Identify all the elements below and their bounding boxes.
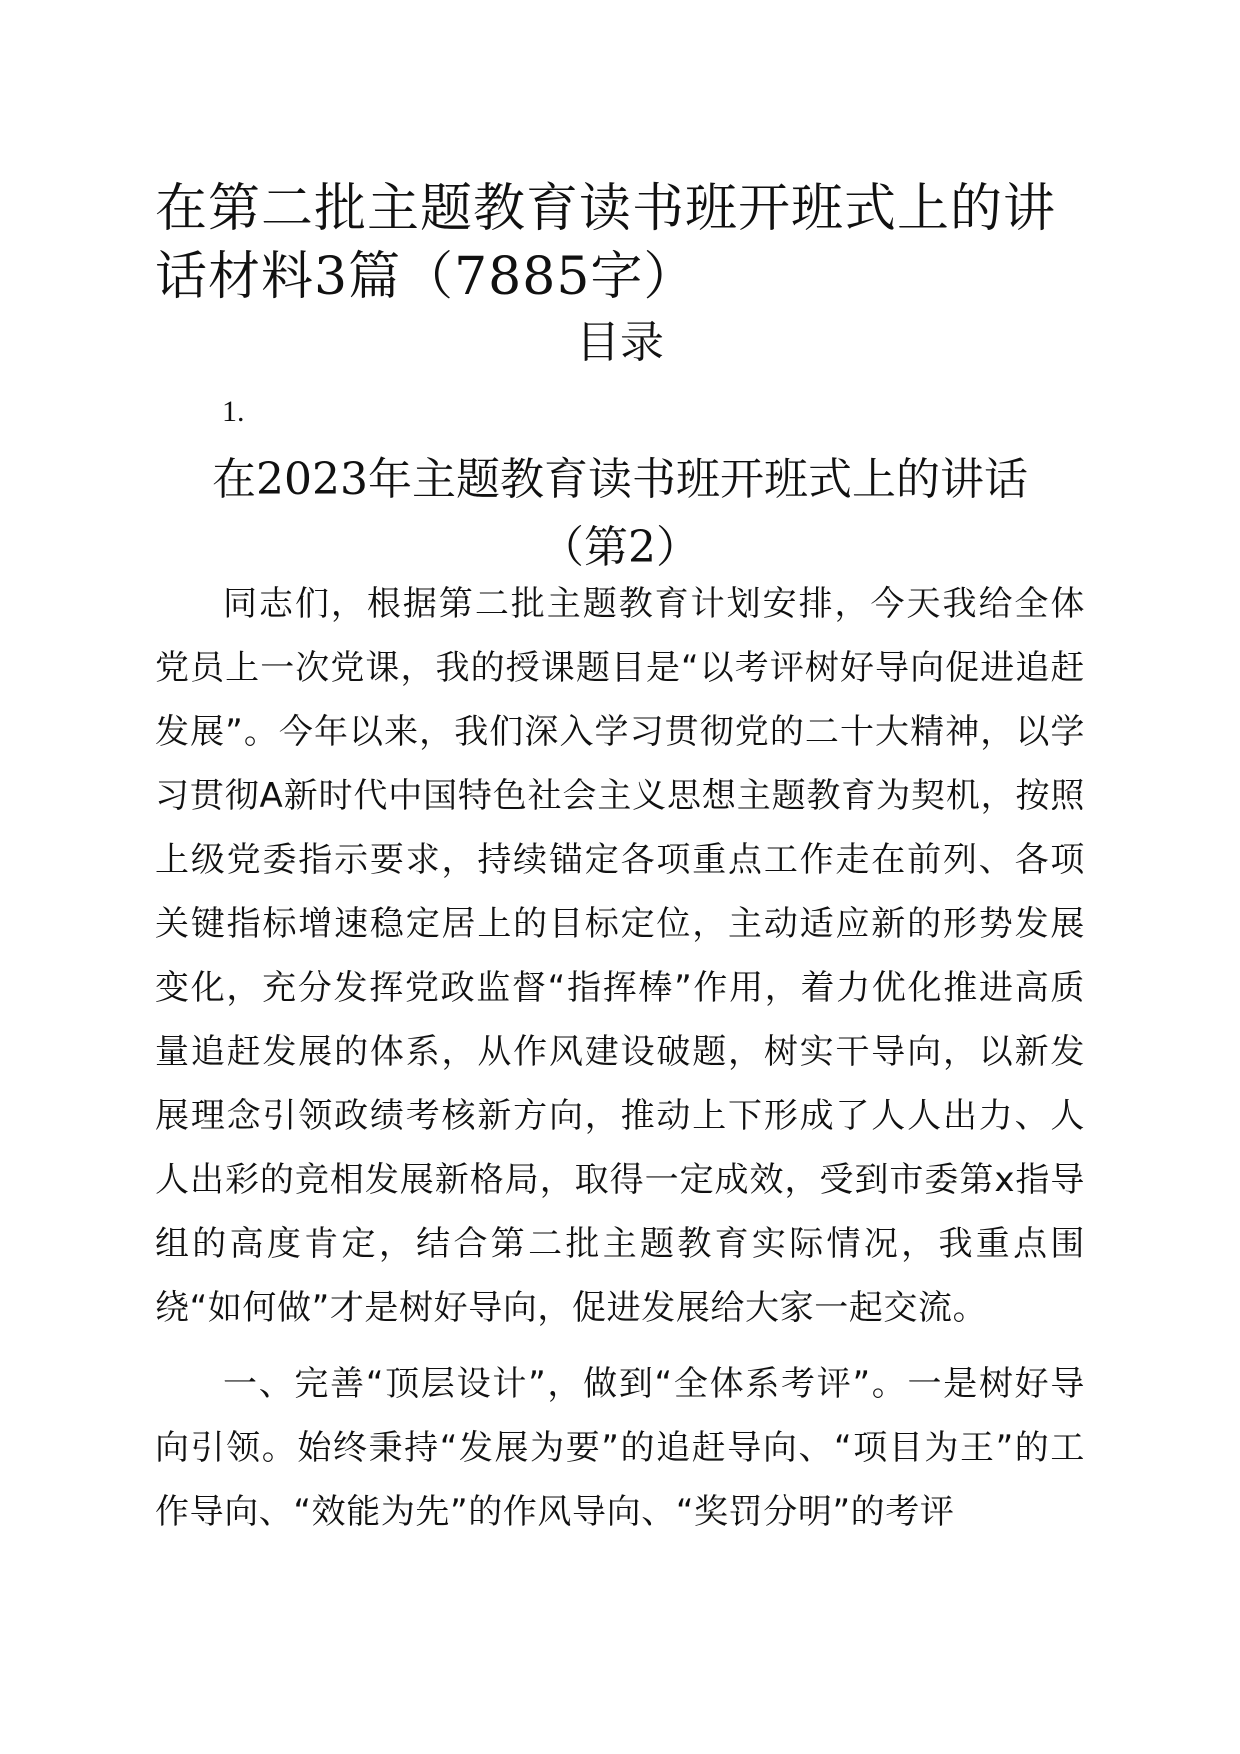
- toc-heading: 目录: [576, 317, 664, 368]
- document-title: 在第二批主题教育读书班开班式上的讲话材料3篇（7885字）: [155, 179, 1057, 307]
- section-title: [155, 446, 1085, 582]
- body-paragraph-intro: 同志们，根据第二批主题教育计划安排，今天我给全体党员上一次党课，我的授课题目是“以考评树好导向促进追赶发展”。今年以来，我们深入学习贯彻党的二十大精神，以学习贯彻A新时代中国特色社会主义思想主题教育为契机，按照上级党委指示要求，持续锚定各项重点工作走在前列、各项关键指标增速稳定居上的目标定位，主动适应新的形势发展变化，充分发挥党政监督“指挥棒”作用，着力优化推进高质量追赶发展的体系，从作风建设破题，树实干导向，以新发展理念引领政绩考核新方向，推动上下形成了人人出力、人人出彩的竞相发展新格局，取得一定成效，受到市委第x指导组的高度肯定，结合第二批主题教育实际情况，我重点围绕“如何做”才是树好导向，促进发展给大家一起交流。: [155, 584, 1085, 1328]
- body-paragraph-section-one: 一、完善“顶层设计”，做到“全体系考评”。一是树好导向引领。始终秉持“发展为要”的追赶导向、“项目为王”的工作导向、“效能为先”的作风导向、“奖罚分明”的考评: [155, 1364, 1085, 1532]
- section-title-line2: （第2）: [540, 522, 700, 573]
- section-title-line1: 在2023年主题教育读书班开班式上的讲话: [212, 454, 1028, 505]
- document-body: [155, 572, 1085, 1556]
- toc-item-number: 1.: [222, 395, 245, 428]
